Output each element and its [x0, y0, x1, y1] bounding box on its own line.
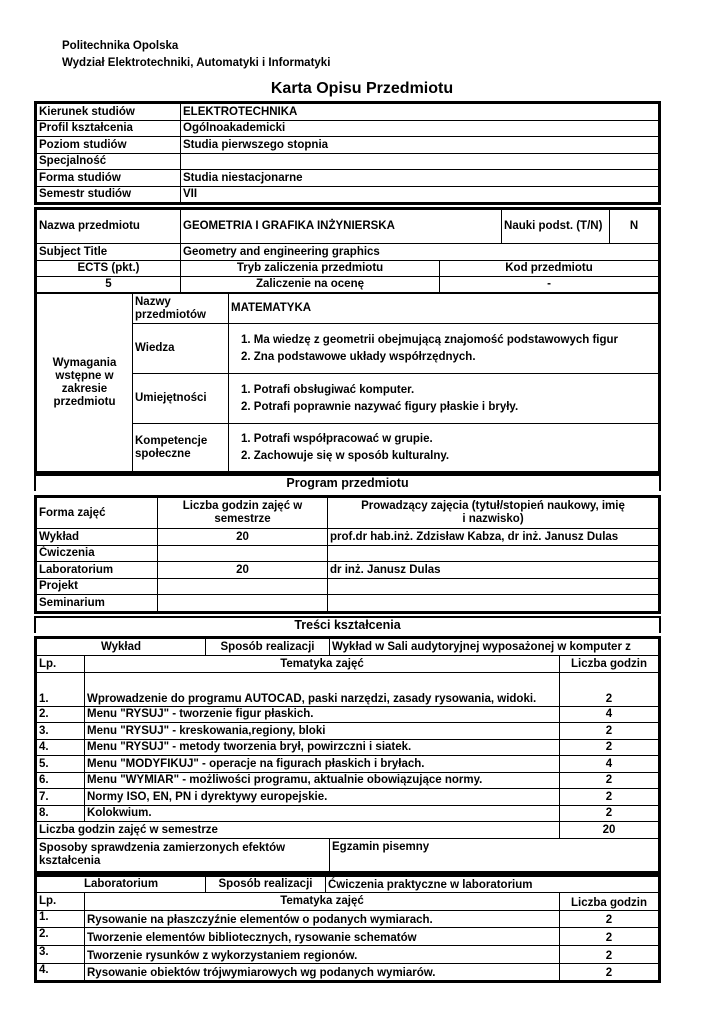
- lecture-form: Wykład: [37, 639, 206, 656]
- req-subjects-label: Nazwy przedmiotów: [133, 294, 229, 324]
- study-label: Kierunek studiów: [37, 104, 181, 121]
- hours-cell: 2: [560, 789, 659, 806]
- ects-value: 5: [37, 277, 181, 293]
- lp-cell: 4.: [37, 964, 85, 981]
- table-row: [37, 723, 659, 740]
- subject-name-label: Nazwa przedmiotu: [37, 210, 181, 244]
- list-item: 2. Zachowuje się w sposób kulturalny.: [241, 449, 450, 462]
- lecturer-cell: prof.dr hab.inż. Zdzisław Kabza, dr inż. Janusz Dulas: [328, 529, 659, 546]
- university-name: Politechnika Opolska: [62, 40, 179, 52]
- study-row: [37, 154, 659, 170]
- study-value: [181, 154, 659, 170]
- requirements-label: Wymagania wstępne w zakresie przedmiotu: [37, 294, 133, 472]
- mode-value: Zaliczenie na ocenę: [181, 277, 440, 293]
- form-cell: Seminarium: [37, 595, 158, 612]
- lecture-method: Wykład w Sali audytoryjnej wyposażonej w komputer z: [330, 639, 659, 656]
- col-form: Forma zajęć: [37, 498, 158, 529]
- faculty-name: Wydział Elektrotechniki, Automatyki i Informatyki: [62, 57, 331, 69]
- subject-title-label: Subject Title: [37, 244, 181, 261]
- lecture-method-label: Sposób realizacji: [206, 639, 330, 656]
- lp-cell: 4.: [37, 740, 85, 756]
- lecturer-cell: [328, 595, 659, 612]
- study-value: Studia niestacjonarne: [181, 170, 659, 187]
- hours-cell: 2: [560, 740, 659, 756]
- lp-header: Lp.: [37, 656, 85, 673]
- lab-table: [34, 874, 661, 983]
- lp-header: Lp.: [37, 893, 85, 911]
- verification-value: Egzamin pisemny: [330, 839, 659, 872]
- study-value: VII: [181, 187, 659, 203]
- lecturer-cell: dr inż. Janusz Dulas: [328, 562, 659, 579]
- topic-cell: Normy ISO, EN, PN i dyrektywy europejskie.: [85, 789, 560, 806]
- table-row: [37, 789, 659, 806]
- hours-cell: 2: [560, 911, 659, 928]
- study-label: Forma studiów: [37, 170, 181, 187]
- table-row: [37, 529, 659, 546]
- topic-header: Tematyka zajęć: [85, 893, 560, 911]
- study-value: Ogólnoakademicki: [181, 121, 659, 137]
- table-row: [37, 595, 659, 612]
- total-hours-label: Liczba godzin zajęć w semestrze: [37, 822, 560, 839]
- hours-cell: [158, 579, 328, 595]
- mode-label: Tryb zaliczenia przedmiotu: [181, 261, 440, 277]
- topic-cell: Menu "RYSUJ" - metody tworzenia brył, powirzczni i siatek.: [85, 740, 560, 756]
- content-band: Treści kształcenia: [34, 616, 661, 633]
- form-cell: Laboratorium: [37, 562, 158, 579]
- lp-cell: 2.: [37, 707, 85, 723]
- list-item: 2. Potrafi poprawnie nazywać figury płaskie i bryły.: [241, 400, 519, 413]
- topic-cell: Menu "MODYFIKUJ" - operacje na figurach płaskich i bryłach.: [85, 756, 560, 773]
- study-row: [37, 170, 659, 187]
- study-value: Studia pierwszego stopnia: [181, 137, 659, 154]
- subject-title-en: Geometry and engineering graphics: [181, 244, 659, 261]
- study-row: [37, 137, 659, 154]
- lecturer-cell: [328, 546, 659, 562]
- ects-label: ECTS (pkt.): [37, 261, 181, 277]
- hours-header: Liczba godzin: [560, 656, 659, 673]
- hours-cell: 2: [560, 673, 659, 707]
- col-hours: Liczba godzin zajęć w semestrze: [158, 498, 328, 529]
- hours-cell: 2: [560, 964, 659, 981]
- lp-cell: 3.: [37, 723, 85, 740]
- lp-cell: 3.: [37, 946, 85, 964]
- table-row: [37, 579, 659, 595]
- hours-cell: 20: [158, 529, 328, 546]
- hours-cell: 2: [560, 773, 659, 789]
- lab-form: Laboratorium: [37, 877, 206, 893]
- study-row: [37, 121, 659, 137]
- program-table: [34, 495, 661, 614]
- topic-cell: Rysowanie na płaszczyźnie elementów o podanych wymiarach.: [85, 911, 560, 928]
- page-title: Karta Opisu Przedmiotu: [270, 80, 454, 97]
- form-cell: Ćwiczenia: [37, 546, 158, 562]
- study-label: Poziom studiów: [37, 137, 181, 154]
- skills-list: [229, 374, 659, 424]
- basic-sciences-label: Nauki podst. (T/N): [502, 210, 610, 244]
- req-subjects-value: MATEMATYKA: [229, 294, 659, 324]
- subject-name: GEOMETRIA I GRAFIKA INŻYNIERSKA: [181, 210, 502, 244]
- topic-cell: Menu "RYSUJ" - kreskowania,regiony, bloki: [85, 723, 560, 740]
- table-row: [37, 773, 659, 789]
- verification-label: Sposoby sprawdzenia zamierzonych efektów kształcenia: [37, 839, 330, 872]
- form-cell: Wykład: [37, 529, 158, 546]
- table-row: [37, 707, 659, 723]
- hours-cell: 4: [560, 707, 659, 723]
- subject-table: [34, 207, 661, 474]
- topic-cell: Rysowanie obiektów trójwymiarowych wg podanych wymiarów.: [85, 964, 560, 981]
- lp-cell: 1.: [37, 911, 85, 928]
- hours-cell: 2: [560, 723, 659, 740]
- code-label: Kod przedmiotu: [440, 261, 659, 277]
- table-row: [37, 756, 659, 773]
- table-row: [37, 740, 659, 756]
- lp-cell: 6.: [37, 773, 85, 789]
- study-label: Semestr studiów: [37, 187, 181, 203]
- total-hours-value: 20: [560, 822, 659, 839]
- lab-method-label: Sposób realizacji: [206, 877, 326, 893]
- lp-cell: 1.: [37, 673, 85, 707]
- form-cell: Projekt: [37, 579, 158, 595]
- study-label: Profil kształcenia: [37, 121, 181, 137]
- topic-cell: Tworzenie rysunków z wykorzystaniem regionów.: [85, 946, 560, 964]
- study-row: [37, 187, 659, 203]
- study-value: ELEKTROTECHNIKA: [181, 104, 659, 121]
- table-row: [37, 964, 659, 981]
- topic-cell: Tworzenie elementów bibliotecznych, rysowanie schematów: [85, 928, 560, 946]
- hours-cell: 2: [560, 806, 659, 822]
- hours-cell: 20: [158, 562, 328, 579]
- topic-cell: Menu "WYMIAR" - możliwości programu, aktualnie obowiązujące normy.: [85, 773, 560, 789]
- topic-header: Tematyka zajęć: [85, 656, 560, 673]
- hours-cell: 2: [560, 928, 659, 946]
- hours-cell: 2: [560, 946, 659, 964]
- table-row: [37, 562, 659, 579]
- lab-method: Ćwiczenia praktyczne w laboratorium: [326, 877, 659, 893]
- study-row: [37, 104, 659, 121]
- table-row: [37, 928, 659, 946]
- lecture-table: [34, 636, 661, 874]
- list-item: 1. Potrafi obsługiwać komputer.: [241, 383, 415, 396]
- study-info-table: [34, 101, 661, 205]
- knowledge-list: [229, 324, 659, 374]
- code-value: -: [440, 277, 659, 293]
- hours-header: Liczba godzin: [560, 893, 659, 911]
- skills-label: Umiejętności: [133, 374, 229, 424]
- table-row: [37, 546, 659, 562]
- knowledge-label: Wiedza: [133, 324, 229, 374]
- topic-cell: Kolokwium.: [85, 806, 560, 822]
- list-item: 1. Ma wiedzę z geometrii obejmującą znajomość podstawowych figur: [241, 333, 619, 346]
- hours-cell: [158, 595, 328, 612]
- topic-cell: Wprowadzenie do programu AUTOCAD, paski narzędzi, zasady rysowania, widoki.: [85, 673, 560, 707]
- lp-cell: 8.: [37, 806, 85, 822]
- lp-cell: 2.: [37, 928, 85, 946]
- topic-cell: Menu "RYSUJ" - tworzenie figur płaskich.: [85, 707, 560, 723]
- program-band: Program przedmiotu: [34, 474, 661, 491]
- list-item: 1. Potrafi współpracować w grupie.: [241, 432, 433, 445]
- lecturer-cell: [328, 579, 659, 595]
- list-item: 2. Zna podstawowe układy współrzędnych.: [241, 350, 476, 363]
- table-row: [37, 911, 659, 928]
- hours-cell: [158, 546, 328, 562]
- lp-cell: 5.: [37, 756, 85, 773]
- table-row: [37, 673, 659, 707]
- table-row: [37, 806, 659, 822]
- lp-cell: 7.: [37, 789, 85, 806]
- table-row: [37, 946, 659, 964]
- basic-sciences-value: N: [610, 210, 659, 244]
- hours-cell: 4: [560, 756, 659, 773]
- study-label: Specjalność: [37, 154, 181, 170]
- col-lecturer: Prowadzący zajęcia (tytuł/stopień naukowy, imię i nazwisko): [328, 498, 659, 529]
- social-list: [229, 424, 659, 472]
- social-label: Kompetencje społeczne: [133, 424, 229, 472]
